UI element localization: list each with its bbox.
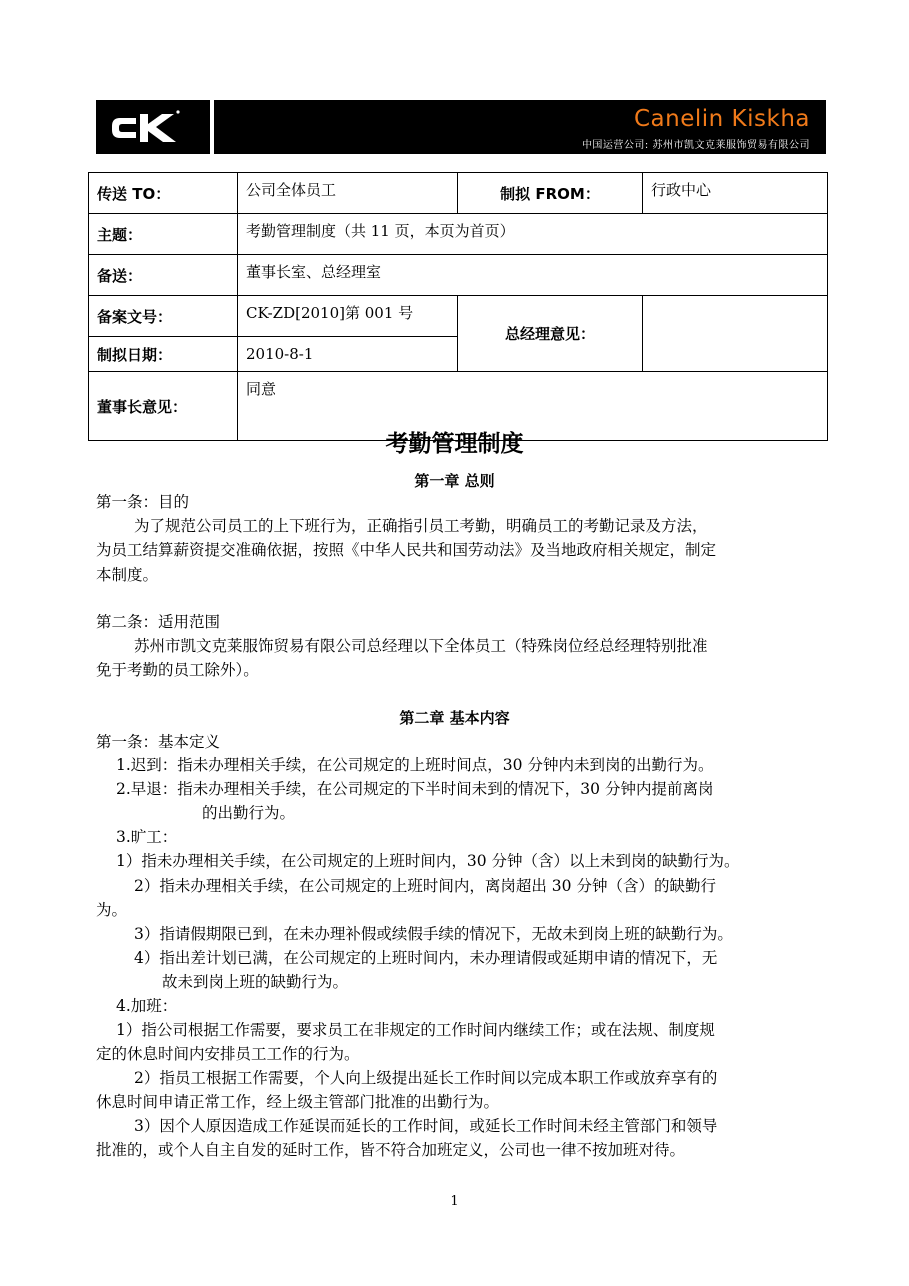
chairman-value: 同意 — [238, 372, 828, 441]
date-label: 制拟日期： — [89, 337, 238, 372]
chairman-label: 董事长意见： — [89, 372, 238, 441]
memo-row-file-no — [89, 296, 828, 337]
definition-line: 故未到岗上班的缺勤行为。 — [162, 973, 349, 991]
from-value: 行政中心 — [643, 173, 828, 214]
paragraph-line: 本制度。 — [96, 566, 159, 584]
cc-value: 董事长室、总经理室 — [238, 255, 828, 296]
definition-line: 的出勤行为。 — [202, 804, 296, 822]
article-heading: 第一条：目的 — [96, 493, 190, 511]
memo-row-to — [89, 173, 828, 214]
document-title: 考勤管理制度 — [385, 431, 524, 457]
definition-line: 休息时间申请正常工作，经上级主管部门批准的出勤行为。 — [96, 1093, 500, 1111]
file-no-label: 备案文号： — [89, 296, 238, 337]
definition-line: 2.早退：指未办理相关手续，在公司规定的下半时间未到的情况下，30 分钟内提前离岗 — [116, 780, 714, 798]
paragraph-line: 为了规范公司员工的上下班行为，正确指引员工考勤，明确员工的考勤记录及方法， — [134, 517, 708, 535]
definition-line: 3）指请假期限已到，在未办理补假或续假手续的情况下，无故未到岗上班的缺勤行为。 — [134, 925, 733, 943]
paragraph-line: 为员工结算薪资提交准确依据，按照《中华人民共和国劳动法》及当地政府相关规定，制定 — [96, 541, 717, 559]
memo-row-cc — [89, 255, 828, 296]
definition-line: 1）指未办理相关手续，在公司规定的上班时间内，30 分钟（含）以上未到岗的缺勤行为。 — [116, 852, 740, 870]
header-banner — [96, 100, 826, 154]
definition-line: 2）指员工根据工作需要，个人向上级提出延长工作时间以完成本职工作或放弃享有的 — [134, 1069, 718, 1087]
from-label: 制拟 FROM： — [458, 173, 643, 214]
file-no-value: CK-ZD[2010]第 001 号 — [238, 296, 458, 337]
article-heading: 第一条：基本定义 — [96, 733, 221, 751]
gm-opinion-label: 总经理意见： — [458, 296, 643, 372]
gm-opinion-value — [643, 296, 828, 372]
definition-line: 4.加班： — [116, 997, 178, 1015]
definition-line: 3）因个人原因造成工作延误而延长的工作时间，或延长工作时间未经主管部门和领导 — [134, 1117, 718, 1135]
chapter-2-heading: 第二章 基本内容 — [399, 709, 510, 727]
to-value: 公司全体员工 — [238, 173, 458, 214]
cc-label: 备送： — [89, 255, 238, 296]
brand-subtitle: 中国运营公司: 苏州市凯文克莱服饰贸易有限公司 — [581, 140, 810, 151]
banner-divider — [210, 100, 214, 154]
to-label: 传送 TO： — [89, 173, 238, 214]
definition-line: 批准的，或个人自主自发的延时工作，皆不符合加班定义，公司也一律不按加班对待。 — [96, 1141, 686, 1159]
definition-line: 1.迟到：指未办理相关手续，在公司规定的上班时间点，30 分钟内未到岗的出勤行为。 — [116, 756, 714, 774]
company-logo — [96, 100, 210, 154]
definition-line: 4）指出差计划已满，在公司规定的上班时间内，未办理请假或延期申请的情况下，无 — [134, 949, 718, 967]
date-value: 2010-8-1 — [238, 337, 458, 372]
definition-line: 2）指未办理相关手续，在公司规定的上班时间内，离岗超出 30 分钟（含）的缺勤行 — [134, 877, 716, 895]
article-heading: 第二条：适用范围 — [96, 613, 221, 631]
definition-line: 为。 — [96, 901, 128, 919]
memo-table — [88, 172, 828, 441]
subject-value: 考勤管理制度（共 11 页，本页为首页） — [238, 214, 828, 255]
page-number: 1 — [450, 1194, 459, 1209]
definition-line: 1）指公司根据工作需要，要求员工在非规定的工作时间内继续工作；或在法规、制度规 — [116, 1021, 715, 1039]
paragraph-line: 苏州市凯文克莱服饰贸易有限公司总经理以下全体员工（特殊岗位经总经理特别批准 — [134, 637, 708, 655]
subject-label: 主题： — [89, 214, 238, 255]
paragraph-line: 免于考勤的员工除外）。 — [96, 661, 259, 679]
memo-row-subject — [89, 214, 828, 255]
definition-line: 3.旷工： — [116, 828, 178, 846]
definition-line: 定的休息时间内安排员工工作的行为。 — [96, 1045, 360, 1063]
brand-name: Canelin Kiskha — [634, 106, 810, 132]
chapter-1-heading: 第一章 总则 — [414, 472, 495, 490]
